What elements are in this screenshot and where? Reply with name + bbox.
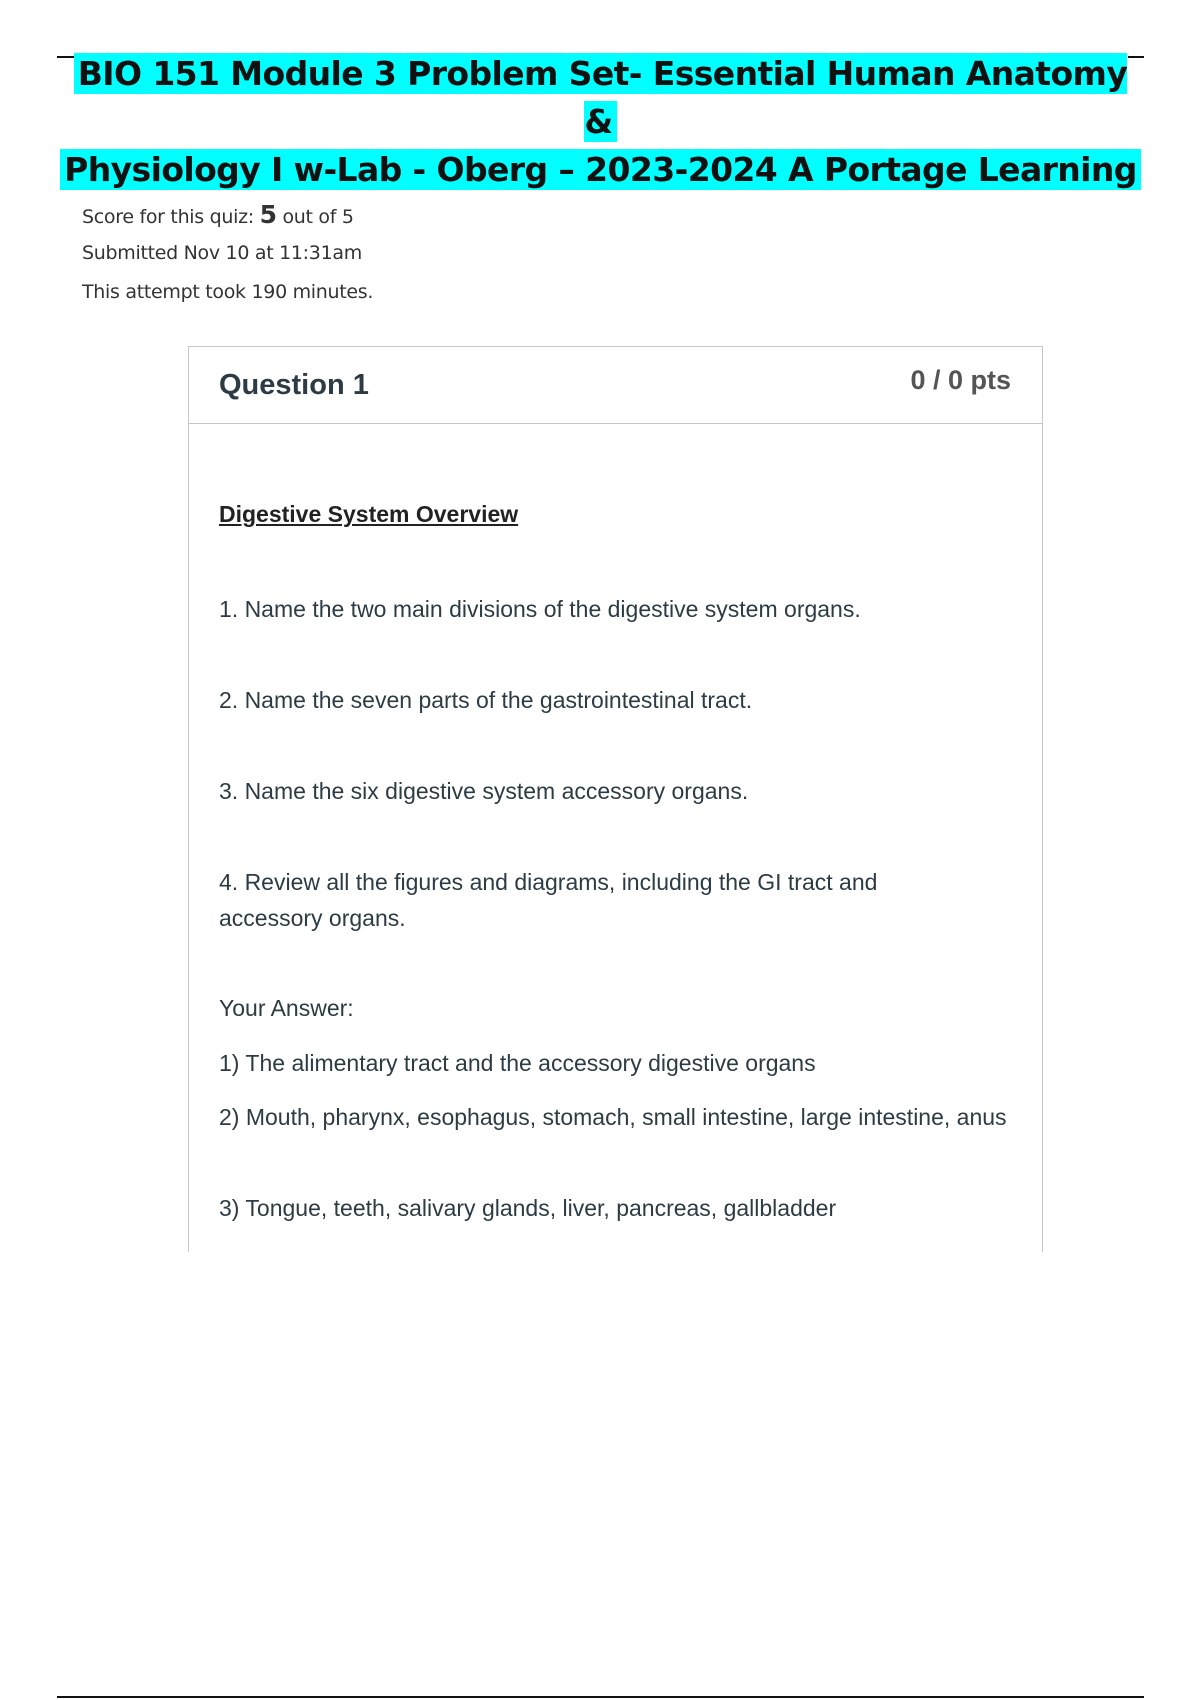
- score-value: 5: [259, 200, 277, 229]
- question-card: [188, 346, 1043, 1252]
- document-title: [57, 50, 1144, 194]
- prompt-4: 4. Review all the figures and diagrams, including the GI tract and accessory organs.: [219, 869, 878, 931]
- title-line-1: BIO 151 Module 3 Problem Set- Essential Human Anatomy &: [74, 53, 1127, 142]
- duration-line: This attempt took 190 minutes.: [82, 281, 374, 303]
- title-line-2: Physiology I w-Lab - Oberg – 2023-2024 A Portage Learning: [60, 149, 1141, 190]
- question-title: Question 1: [219, 369, 369, 401]
- prompt-1: 1. Name the two main divisions of the digestive system organs.: [219, 596, 861, 622]
- answer-2: 2) Mouth, pharynx, esophagus, stomach, small intestine, large intestine, anus: [219, 1104, 1007, 1130]
- question-header: [189, 347, 1042, 424]
- question-points: 0 / 0 pts: [910, 365, 1011, 395]
- bottom-rule: [57, 1696, 1144, 1698]
- answer-1: 1) The alimentary tract and the accessory digestive organs: [219, 1050, 816, 1076]
- submitted-line: Submitted Nov 10 at 11:31am: [82, 242, 362, 264]
- answer-label: Your Answer:: [219, 995, 354, 1021]
- score-line: [82, 195, 373, 234]
- prompt-2: 2. Name the seven parts of the gastrointestinal tract.: [219, 687, 753, 713]
- section-title: Digestive System Overview: [219, 501, 519, 527]
- answer-3: 3) Tongue, teeth, salivary glands, liver, pancreas, gallbladder: [219, 1195, 837, 1221]
- score-prefix: Score for this quiz:: [82, 206, 260, 228]
- score-suffix: out of 5: [276, 206, 354, 228]
- quiz-summary: [82, 200, 374, 312]
- prompt-3: 3. Name the six digestive system accessory organs.: [219, 778, 749, 804]
